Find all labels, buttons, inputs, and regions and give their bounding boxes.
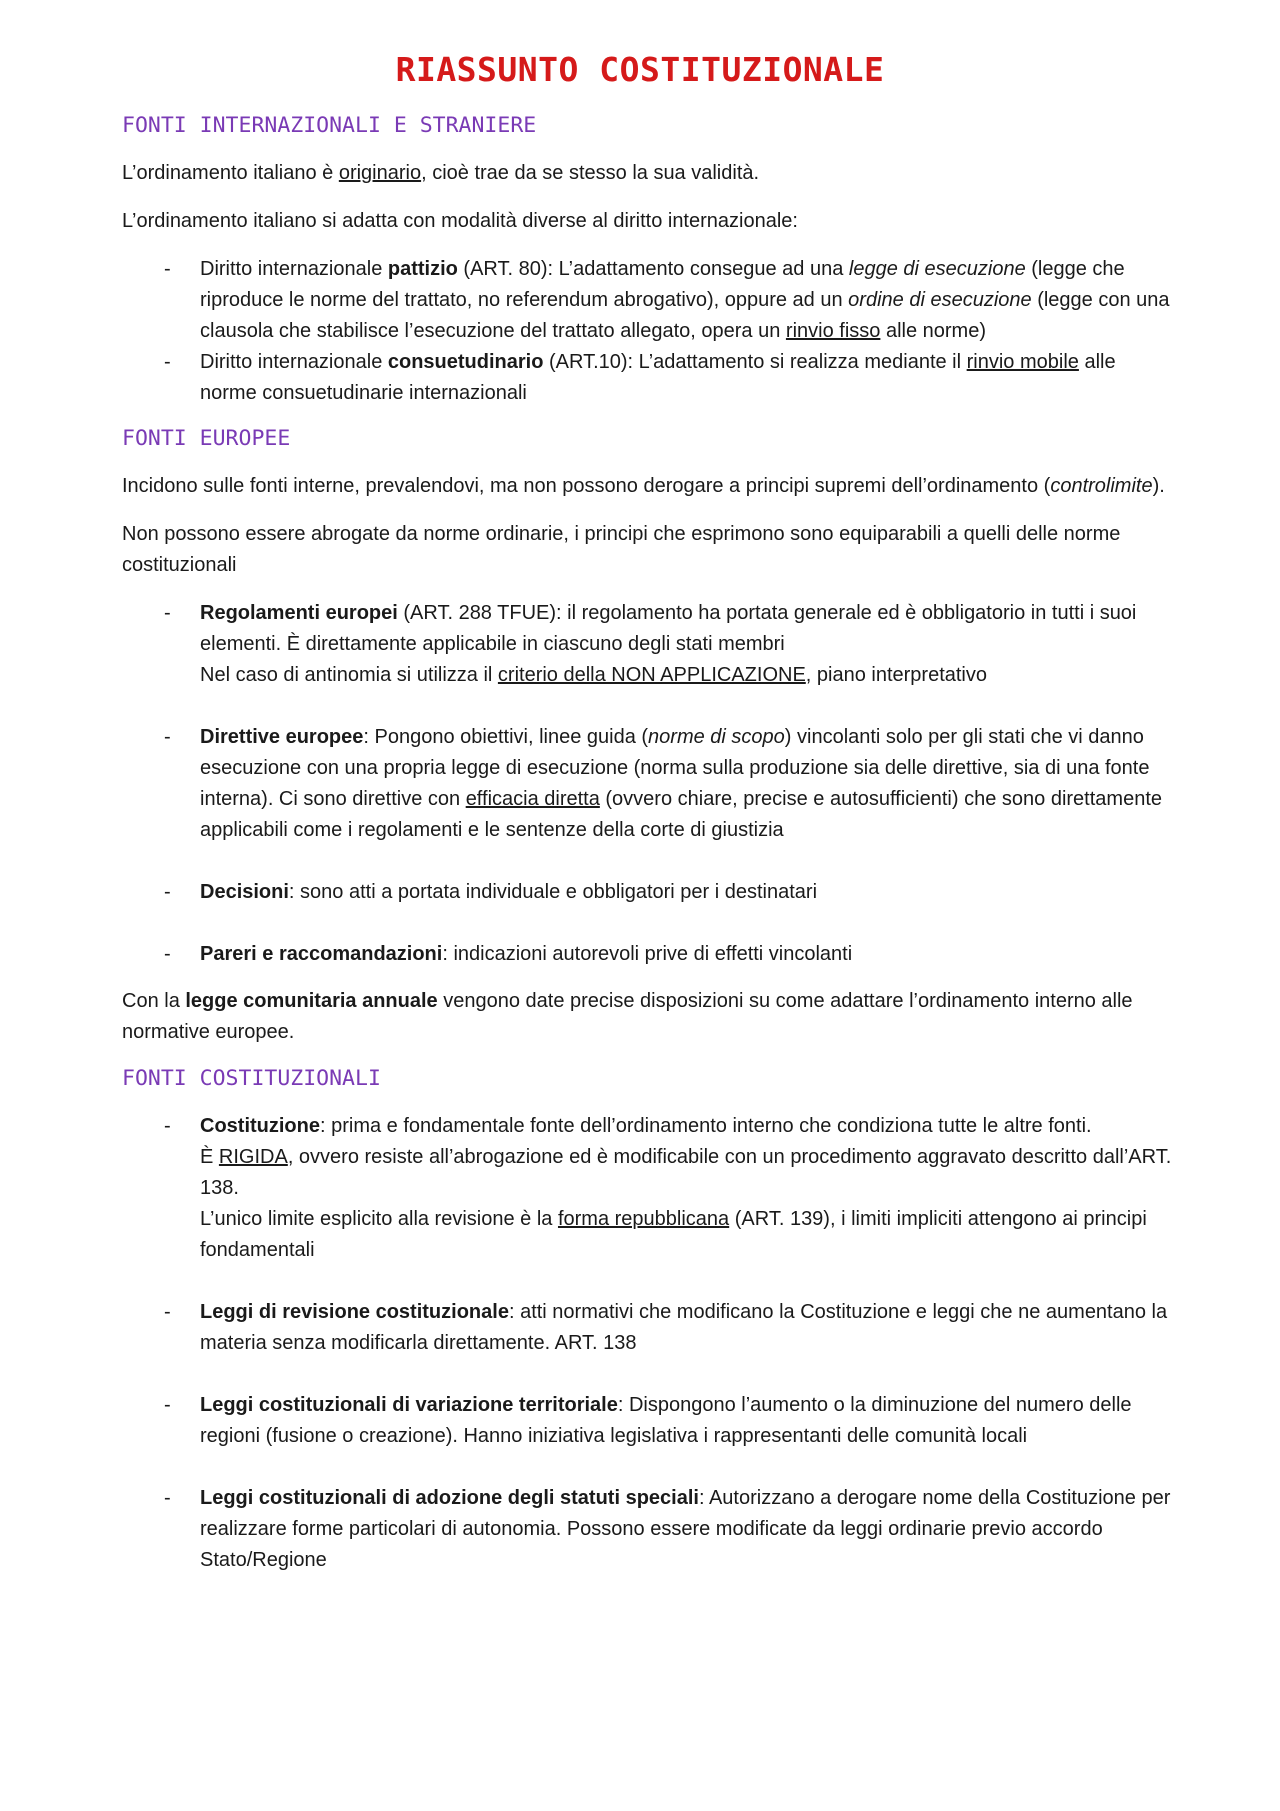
bullet-dash: -: [164, 258, 171, 280]
bullet-dash: -: [164, 881, 171, 903]
section-heading-fonti-costituzionali: FONTI COSTITUZIONALI: [122, 1066, 381, 1091]
document-body: [122, 112, 1172, 1592]
list-item-costituzione: - Costituzione: prima e fondamentale fonte dell’ordinamento interno che condiziona tutte le altre fonti. È RIGIDA, ovvero resiste all’abrogazione ed è modificabile con un procedimento aggravato descritto dall’ART. 138. L’unico limite esplicito alla revisione è la forma repubblicana (ART. 139), i limiti impliciti attengono ai principi fondamentali: [122, 1111, 1172, 1266]
list-fonti-costituzionali: [122, 1111, 1172, 1576]
list-item-regolamenti: - Regolamenti europei (ART. 288 TFUE): il regolamento ha portata generale ed è obbligatorio in tutti i suoi elementi. È direttamente applicabile in ciascuno degli stati membri Nel caso di antinomia si utilizza il criterio della NON APPLICAZIONE, piano interpretativo: [122, 598, 1172, 691]
bullet-dash: -: [164, 943, 171, 965]
list-item-variazione-territoriale: - Leggi costituzionali di variazione territoriale: Dispongono l’aumento o la diminuzione del numero delle regioni (fusione o creazione). Hanno iniziativa legislativa i rappresentanti delle comunità locali: [122, 1390, 1172, 1452]
paragraph-adattamento: L’ordinamento italiano si adatta con modalità diverse al diritto internazionale:: [122, 210, 798, 232]
regolamenti-antinomia: Nel caso di antinomia si utilizza il criterio della NON APPLICAZIONE, piano interpretativo: [200, 664, 988, 686]
document-title: RIASSUNTO COSTITUZIONALE: [395, 50, 885, 89]
list-item-consuetudinario: - Diritto internazionale consuetudinario (ART.10): L’adattamento si realizza mediante il rinvio mobile alle norme consuetudinarie internazionali: [122, 347, 1172, 409]
bullet-dash: -: [164, 602, 171, 624]
bullet-dash: -: [164, 1301, 171, 1323]
bullet-dash: -: [164, 1115, 171, 1137]
paragraph-legge-comunitaria: Con la legge comunitaria annuale vengono date precise disposizioni su come adattare l’ordinamento interno alle normative europee.: [122, 990, 1133, 1043]
list-item-decisioni: - Decisioni: sono atti a portata individuale e obbligatori per i destinatari: [122, 877, 1172, 908]
section-heading-fonti-europee: FONTI EUROPEE: [122, 426, 291, 451]
list-item-statuti-speciali: - Leggi costituzionali di adozione degli statuti speciali: Autorizzano a derogare nome della Costituzione per realizzare forme particolari di autonomia. Possono essere modificate da leggi ordinarie previo accordo Stato/Regione: [122, 1483, 1172, 1576]
list-fonti-europee: [122, 598, 1172, 970]
costituzione-limiti: L’unico limite esplicito alla revisione è la forma repubblicana (ART. 139), i limiti impliciti attengono ai principi fondamentali: [200, 1208, 1147, 1261]
list-item-direttive: - Direttive europee: Pongono obiettivi, linee guida (norme di scopo) vincolanti solo per gli stati che vi danno esecuzione con una propria legge di esecuzione (norma sulla produzione sia delle direttive, sia di una fonte interna). Ci sono direttive con efficacia diretta (ovvero chiare, precise e autosufficienti) che sono direttamente applicabili come i regolamenti e le sentenze della corte di giustizia: [122, 722, 1172, 846]
bullet-dash: -: [164, 726, 171, 748]
list-item-pareri: - Pareri e raccomandazioni: indicazioni autorevoli prive di effetti vincolanti: [122, 939, 1172, 970]
costituzione-rigida: È RIGIDA, ovvero resiste all’abrogazione ed è modificabile con un procedimento aggravato descritto dall’ART. 138.: [200, 1146, 1172, 1199]
paragraph-originario: L’ordinamento italiano è originario, cioè trae da se stesso la sua validità.: [122, 162, 760, 184]
list-item-leggi-revisione: - Leggi di revisione costituzionale: atti normativi che modificano la Costituzione e leggi che ne aumentano la materia senza modificarla direttamente. ART. 138: [122, 1297, 1172, 1359]
section-heading-fonti-internazionali: FONTI INTERNAZIONALI E STRANIERE: [122, 113, 537, 138]
bullet-dash: -: [164, 1394, 171, 1416]
paragraph-controlimite: Incidono sulle fonti interne, prevalendovi, ma non possono derogare a principi supremi dell’ordinamento (controlimite).: [122, 475, 1165, 497]
bullet-dash: -: [164, 1487, 171, 1509]
bullet-dash: -: [164, 351, 171, 373]
list-item-pattizio: - Diritto internazionale pattizio (ART. 80): L’adattamento consegue ad una legge di esecuzione (legge che riproduce le norme del trattato, no referendum abrogativo), oppure ad un ordine di esecuzione (legge con una clausola che stabilisce l’esecuzione del trattato allegato, opera un rinvio fisso alle norme): [122, 254, 1172, 347]
list-diritto-internazionale: [122, 254, 1172, 409]
paragraph-abrogazione: Non possono essere abrogate da norme ordinarie, i principi che esprimono sono equiparabili a quelli delle norme costituzionali: [122, 523, 1121, 576]
